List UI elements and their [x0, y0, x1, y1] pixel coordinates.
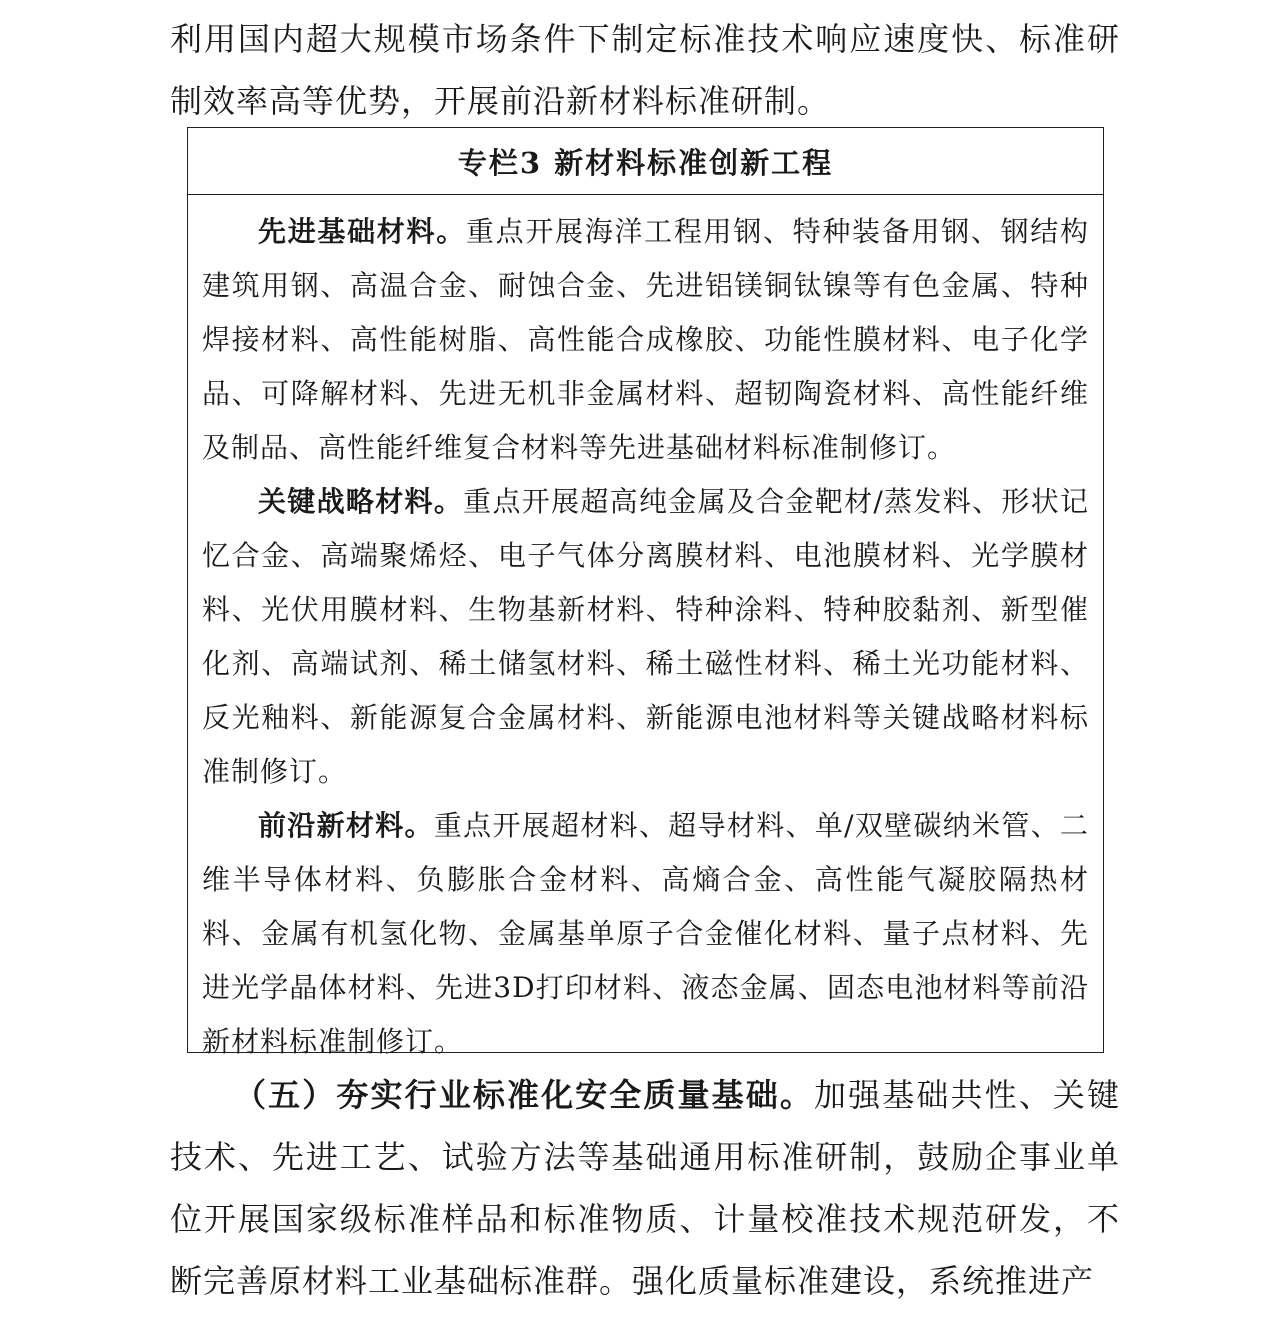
box-section-frontier-new-materials: [202, 799, 1089, 1069]
section-heading: 前沿新材料。: [258, 809, 434, 842]
intro-paragraph: 利用国内超大规模市场条件下制定标准技术响应速度快、标准研制效率高等优势，开展前沿新材料标准研制。: [170, 20, 1120, 120]
special-column-box: [187, 127, 1104, 1058]
section-heading: 先进基础材料。: [258, 215, 466, 248]
section-text: 重点开展超材料、超导材料、单/双壁碳纳米管、二维半导体材料、负膨胀合金材料、高熵合金、高性能气凝胶隔热材料、金属有机氢化物、金属基单原子合金催化材料、量子点材料、先进光学晶体材料、先进3D打印材料、液态金属、固态电池材料等前沿新材料标准制修订。: [202, 809, 1089, 1058]
box-title: 专栏3 新材料标准创新工程: [188, 128, 1103, 195]
section-five-text: 加强基础共性、关键技术、先进工艺、试验方法等基础通用标准研制，鼓励企事业单位开展国家级标准样品和标准物质、计量校准技术规范研发，不断完善原材料工业基础标准群。强化质量标准建设，系统推进产: [170, 1076, 1120, 1300]
section-heading: 关键战略材料。: [258, 485, 464, 518]
box-section-advanced-basic-materials: [202, 205, 1089, 475]
box-section-key-strategic-materials: [202, 475, 1089, 799]
section-text: 重点开展超高纯金属及合金靶材/蒸发料、形状记忆合金、高端聚烯烃、电子气体分离膜材料、电池膜材料、光学膜材料、光伏用膜材料、生物基新材料、特种涂料、特种胶黏剂、新型催化剂、高端试剂、稀土储氢材料、稀土磁性材料、稀土光功能材料、反光釉料、新能源复合金属材料、新能源电池材料等关键战略材料标准制修订。: [202, 485, 1089, 788]
section-five-heading: （五）夯实行业标准化安全质量基础。: [234, 1076, 815, 1114]
box-body: [188, 195, 1103, 1069]
section-five-paragraph: [170, 1064, 1120, 1312]
section-text: 重点开展海洋工程用钢、特种装备用钢、钢结构建筑用钢、高温合金、耐蚀合金、先进铝镁铜钛镍等有色金属、特种焊接材料、高性能树脂、高性能合成橡胶、功能性膜材料、电子化学品、可降解材料、先进无机非金属材料、超韧陶瓷材料、高性能纤维及制品、高性能纤维复合材料等先进基础材料标准制修订。: [202, 215, 1089, 464]
